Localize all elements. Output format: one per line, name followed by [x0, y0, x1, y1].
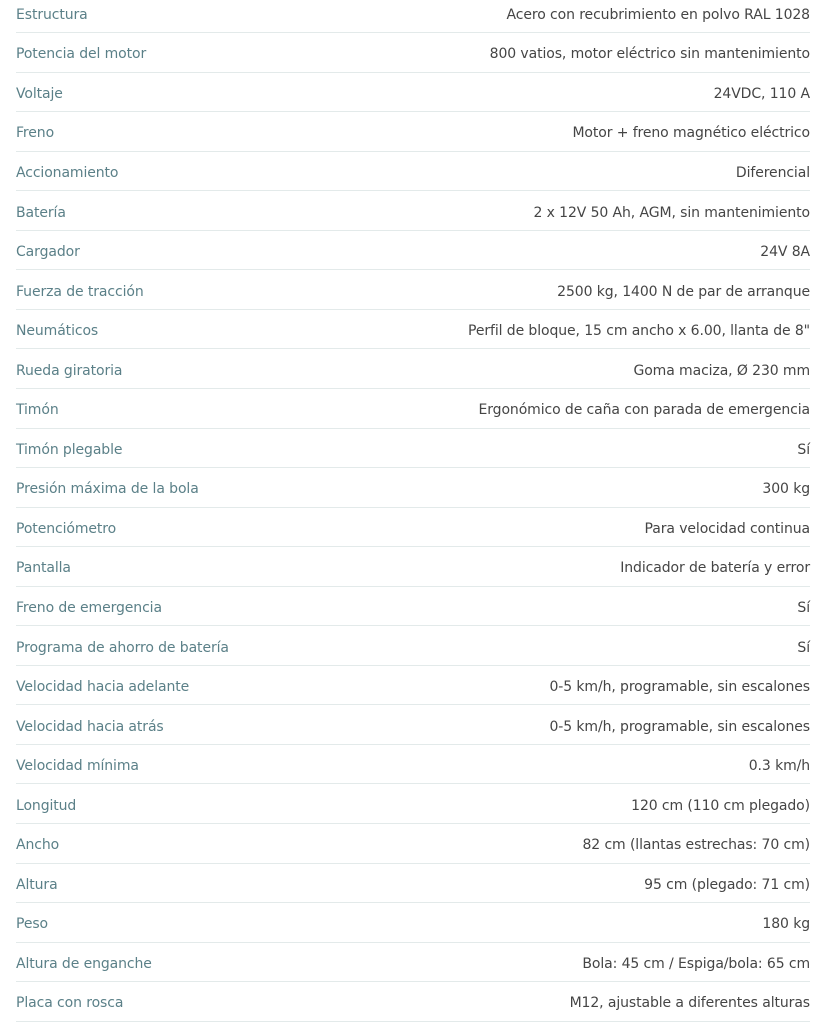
spec-value: 24V 8A [760, 244, 810, 261]
spec-row [16, 547, 810, 587]
spec-label: Freno [16, 125, 55, 142]
spec-value: 180 kg [762, 916, 810, 933]
spec-value: 2500 kg, 1400 N de par de arranque [557, 283, 810, 300]
spec-value: Indicador de batería y error [620, 560, 810, 577]
spec-value: 24VDC, 110 A [713, 85, 810, 102]
spec-label: Longitud [16, 797, 77, 814]
spec-row [16, 429, 810, 469]
spec-value: Perfil de bloque, 15 cm ancho x 6.00, llanta de 8" [468, 323, 810, 340]
spec-value: Diferencial [735, 164, 810, 181]
spec-label: Estructura [16, 6, 88, 23]
spec-label: Rueda giratoria [16, 362, 123, 379]
spec-row [16, 112, 810, 152]
spec-value: Ergonómico de caña con parada de emergencia [478, 402, 810, 419]
spec-label: Placa con rosca [16, 995, 124, 1012]
spec-value: Sí [797, 639, 810, 656]
spec-label: Batería [16, 204, 66, 221]
spec-label: Ancho [16, 837, 60, 854]
spec-row [16, 666, 810, 706]
spec-row [16, 231, 810, 271]
spec-value: Sí [797, 599, 810, 616]
spec-label: Timón plegable [16, 441, 123, 458]
spec-label: Altura [16, 876, 58, 893]
spec-value: 120 cm (110 cm plegado) [631, 797, 810, 814]
spec-label: Presión máxima de la bola [16, 481, 199, 498]
spec-row [16, 705, 810, 745]
spec-value: Bola: 45 cm / Espiga/bola: 65 cm [582, 955, 810, 972]
spec-label: Fuerza de tracción [16, 283, 144, 300]
spec-label: Accionamiento [16, 164, 119, 181]
spec-label: Potenciómetro [16, 520, 117, 537]
spec-value: Motor + freno magnético eléctrico [572, 125, 810, 142]
spec-value: Acero con recubrimiento en polvo RAL 1028 [506, 6, 810, 23]
spec-value: 2 x 12V 50 Ah, AGM, sin mantenimiento [533, 204, 810, 221]
spec-row [16, 73, 810, 113]
spec-row [16, 191, 810, 231]
spec-value: Sí [797, 441, 810, 458]
spec-label: Velocidad mínima [16, 758, 139, 775]
spec-value: 800 vatios, motor eléctrico sin mantenimiento [489, 46, 810, 63]
spec-label: Pantalla [16, 560, 71, 577]
spec-row [16, 349, 810, 389]
spec-row [16, 943, 810, 983]
spec-value: 300 kg [762, 481, 810, 498]
spec-row [16, 389, 810, 429]
spec-value: 95 cm (plegado: 71 cm) [644, 876, 810, 893]
spec-label: Velocidad hacia atrás [16, 718, 164, 735]
spec-row [16, 468, 810, 508]
spec-value: 0-5 km/h, programable, sin escalones [549, 679, 810, 696]
spec-row [16, 587, 810, 627]
spec-label: Peso [16, 916, 49, 933]
spec-row [16, 508, 810, 548]
spec-row [16, 270, 810, 310]
spec-value: 0-5 km/h, programable, sin escalones [549, 718, 810, 735]
spec-value: 82 cm (llantas estrechas: 70 cm) [582, 837, 810, 854]
spec-label: Altura de enganche [16, 955, 152, 972]
spec-row [16, 626, 810, 666]
spec-row [16, 982, 810, 1022]
spec-row [16, 310, 810, 350]
spec-row [16, 903, 810, 943]
spec-row [16, 864, 810, 904]
spec-row [16, 745, 810, 785]
spec-label: Neumáticos [16, 323, 99, 340]
spec-label: Velocidad hacia adelante [16, 679, 190, 696]
spec-row [16, 33, 810, 73]
spec-label: Voltaje [16, 85, 63, 102]
spec-table [16, 0, 810, 1022]
spec-row [16, 152, 810, 192]
spec-row [16, 824, 810, 864]
spec-row [16, 784, 810, 824]
spec-label: Timón [16, 402, 59, 419]
spec-label: Potencia del motor [16, 46, 147, 63]
spec-label: Freno de emergencia [16, 599, 162, 616]
spec-value: 0.3 km/h [748, 758, 810, 775]
spec-row [16, 0, 810, 33]
spec-value: Goma maciza, Ø 230 mm [633, 362, 810, 379]
spec-label: Programa de ahorro de batería [16, 639, 229, 656]
spec-label: Cargador [16, 244, 80, 261]
spec-value: M12, ajustable a diferentes alturas [569, 995, 810, 1012]
spec-value: Para velocidad continua [644, 520, 810, 537]
